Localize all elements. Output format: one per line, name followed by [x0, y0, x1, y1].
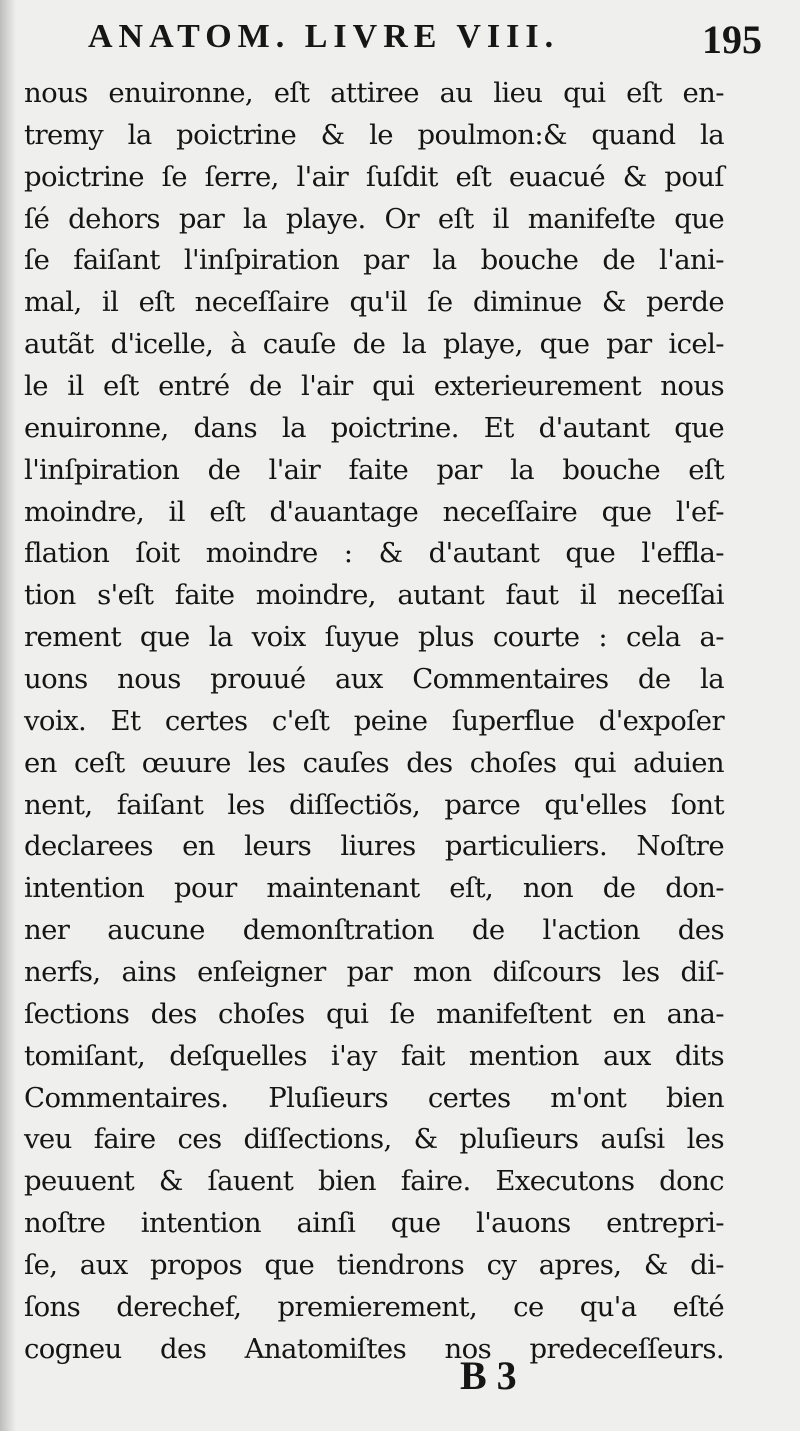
- running-head: ANATOM. LIVRE VIII.: [88, 18, 560, 55]
- text-line: autãt d'icelle, à cauſe de la playe, que par icel-: [24, 328, 724, 361]
- text-line: nous enuironne, eſt attiree au lieu qui eſt en-: [24, 77, 724, 109]
- text-line: mal, il eſt neceſſaire qu'il ſe diminue & perde: [24, 286, 724, 319]
- text-line: nent, faiſant les diſſectiõs, parce qu'elles ſont: [24, 788, 724, 821]
- text-line: ner aucune demonſtration de l'action des: [24, 914, 724, 947]
- text-line: ſections des choſes qui ſe manifeſtent en ana-: [24, 997, 724, 1030]
- text-line: voix. Et certes c'eſt peine ſuperflue d'expoſer: [24, 704, 724, 737]
- text-line: tremy la poictrine & le poulmon:& quand la: [24, 118, 724, 151]
- body-text: [24, 73, 724, 1371]
- text-line: intention pour maintenant eſt, non de don-: [24, 872, 724, 905]
- text-line: flation ſoit moindre : & d'autant que l'effla-: [24, 537, 724, 570]
- text-line: ſé dehors par la playe. Or eſt il manifeſte que: [24, 202, 724, 235]
- text-line: le il eſt entré de l'air qui exterieurement nous: [24, 370, 724, 403]
- text-line: enuironne, dans la poictrine. Et d'autant que: [24, 411, 724, 444]
- text-line: tomiſant, deſquelles i'ay fait mention aux dits: [24, 1039, 724, 1072]
- signature-mark: B 3: [460, 1353, 517, 1398]
- text-line: ſons derechef, premierement, ce qu'a eſté: [24, 1290, 724, 1323]
- text-line: ſe faiſant l'inſpiration par la bouche de l'ani-: [24, 244, 724, 277]
- text-line: Commentaires. Pluſieurs certes m'ont bien: [24, 1081, 724, 1114]
- gutter-shadow: [0, 0, 16, 1431]
- text-line: moindre, il eſt d'auantage neceſſaire que l'ef-: [24, 495, 724, 528]
- text-line: tion s'eſt faite moindre, autant faut il neceſſai: [24, 579, 724, 612]
- text-line: cogneu des Anatomiſtes nos predeceſſeurs.: [24, 1332, 724, 1365]
- text-line: ſe, aux propos que tiendrons cy apres, & di-: [24, 1249, 724, 1282]
- page-number: 195: [702, 17, 762, 62]
- text-line: peuuent & ſauent bien faire. Executons donc: [24, 1165, 724, 1198]
- text-line: poictrine ſe ſerre, l'air ſuſdit eſt euacué & pouſ: [24, 160, 724, 193]
- text-line: l'inſpiration de l'air faite par la bouche eſt: [24, 453, 724, 486]
- text-line: nerfs, ains enſeigner par mon diſcours les diſ-: [24, 956, 724, 989]
- text-line: en ceſt œuure les cauſes des choſes qui aduien: [24, 746, 724, 779]
- text-line: declarees en leurs liures particuliers. Noſtre: [24, 830, 724, 863]
- text-line: noſtre intention ainſi que l'auons entrepri-: [24, 1207, 724, 1240]
- text-line: rement que la voix ſuyue plus courte : cela a-: [24, 621, 724, 654]
- text-line: uons nous prouué aux Commentaires de la: [24, 663, 724, 696]
- text-line: veu faire ces diſſections, & pluſieurs auſsi les: [24, 1123, 724, 1156]
